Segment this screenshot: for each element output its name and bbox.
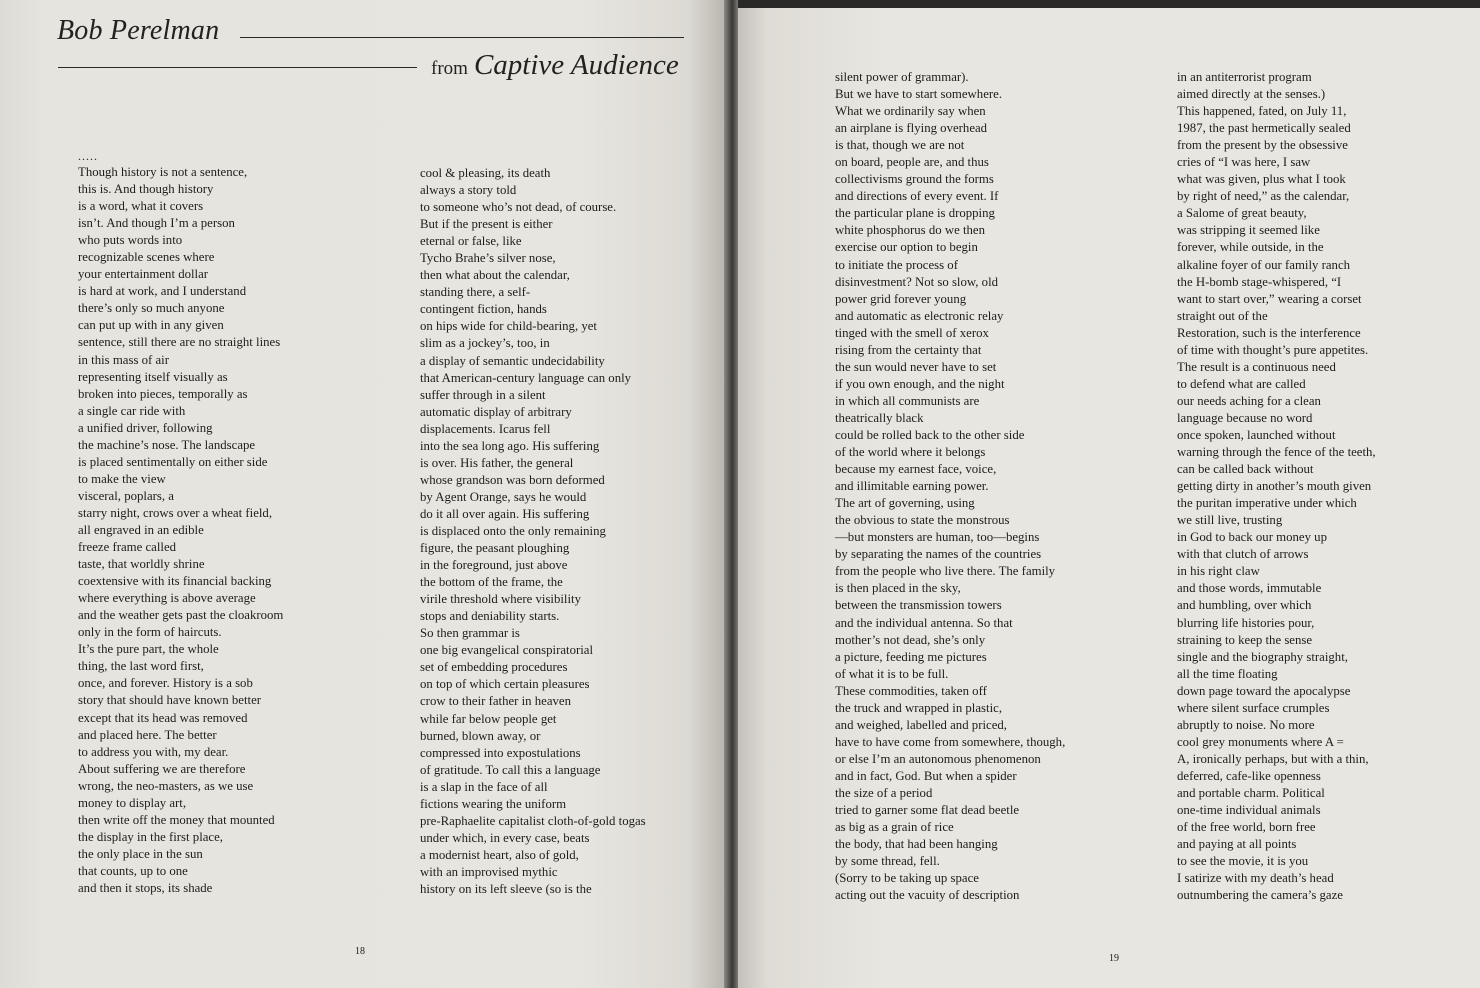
poem-line: taste, that worldly shrine bbox=[78, 557, 205, 572]
poem-line: But if the present is either bbox=[420, 217, 553, 232]
poem-line: rising from the certainty that bbox=[835, 342, 982, 357]
poem-line: between the transmission towers bbox=[835, 598, 1002, 613]
poem-column-3 bbox=[835, 69, 1065, 904]
poem-line: cool grey monuments where A = bbox=[1177, 734, 1344, 749]
poem-line: pre-Raphaelite capitalist cloth-of-gold togas bbox=[420, 813, 646, 828]
poem-line: disinvestment? Not so slow, old bbox=[835, 274, 999, 289]
poem-line: the obvious to state the monstrous bbox=[835, 513, 1010, 528]
page-number-right: 19 bbox=[1109, 953, 1119, 964]
poem-line: and automatic as electronic relay bbox=[835, 308, 1004, 323]
poem-line: thing, the last word first, bbox=[78, 659, 204, 674]
poem-line: by right of need,” as the calendar, bbox=[1177, 189, 1350, 204]
poem-line: is hard at work, and I understand bbox=[78, 284, 247, 299]
poem-line: language because no word bbox=[1177, 410, 1313, 425]
poem-line: only in the form of haircuts. bbox=[78, 625, 222, 640]
poem-line: the bottom of the frame, the bbox=[420, 575, 563, 590]
section-mark: ..... bbox=[78, 149, 98, 163]
poem-line: an airplane is flying overhead bbox=[835, 121, 988, 136]
poem-line: virile threshold where visibility bbox=[420, 592, 581, 607]
poem-line: and the weather gets past the cloakroom bbox=[78, 608, 284, 623]
poem-line: want to start over,” wearing a corset bbox=[1177, 291, 1362, 306]
poem-line: warning through the fence of the teeth, bbox=[1177, 445, 1376, 460]
poem-line: on board, people are, and thus bbox=[835, 155, 989, 170]
poem-line: the puritan imperative under which bbox=[1177, 496, 1357, 511]
poem-line: visceral, poplars, a bbox=[78, 488, 174, 503]
poem-line: in an antiterrorist program bbox=[1177, 70, 1312, 84]
poem-line: all the time floating bbox=[1177, 666, 1278, 681]
poem-line: Restoration, such is the interference bbox=[1177, 325, 1361, 340]
poem-line: This happened, fated, on July 11, bbox=[1177, 104, 1347, 119]
poem-line: of gratitude. To call this a language bbox=[420, 762, 601, 777]
poem-line: So then grammar is bbox=[420, 626, 520, 641]
poem-line: we still live, trusting bbox=[1177, 513, 1283, 528]
poem-line: story that should have known better bbox=[78, 693, 262, 708]
poem-line: blurring life histories pour, bbox=[1177, 615, 1315, 630]
poem-line: starry night, crows over a wheat field, bbox=[78, 505, 273, 520]
poem-line: money to display art, bbox=[78, 795, 187, 810]
poem-column-1 bbox=[78, 164, 283, 897]
poem-line: is that, though we are not bbox=[835, 138, 965, 153]
poem-line: the only place in the sun bbox=[78, 846, 203, 861]
poem-line: (Sorry to be taking up space bbox=[835, 871, 979, 886]
poem-line: 1987, the past hermetically sealed bbox=[1177, 121, 1351, 136]
poem-line: aimed directly at the senses.) bbox=[1177, 87, 1326, 102]
poem-line: to initiate the process of bbox=[835, 257, 958, 272]
poem-line: standing there, a self- bbox=[420, 285, 531, 300]
poem-line: figure, the peasant ploughing bbox=[420, 541, 570, 556]
poem-line: automatic display of arbitrary bbox=[420, 404, 572, 419]
poem-line: is then placed in the sky, bbox=[835, 581, 961, 596]
poem-line: that counts, up to one bbox=[78, 863, 188, 878]
poem-line: sentence, still there are no straight lines bbox=[78, 335, 281, 350]
poem-line: then what about the calendar, bbox=[420, 268, 570, 283]
poem-line: isn’t. And though I’m a person bbox=[78, 216, 235, 231]
poem-line: can be called back without bbox=[1177, 462, 1314, 477]
poem-line: by some thread, fell. bbox=[835, 854, 940, 869]
poem-line: wrong, the neo-masters, as we use bbox=[78, 778, 254, 793]
poem-line: a unified driver, following bbox=[78, 420, 213, 435]
poem-line: where silent surface crumples bbox=[1177, 700, 1330, 715]
poem-line: is displaced onto the only remaining bbox=[420, 523, 606, 538]
title-prefix: from bbox=[431, 58, 468, 79]
poem-line: is a slap in the face of all bbox=[420, 779, 548, 794]
poem-line: representing itself visually as bbox=[78, 369, 228, 384]
poem-line: recognizable scenes where bbox=[78, 250, 215, 265]
title-text: Captive Audience bbox=[473, 49, 679, 81]
poem-line: theatrically black bbox=[835, 410, 924, 425]
author-name: Bob Perelman bbox=[57, 15, 220, 46]
poem-line: straight out of the bbox=[1177, 308, 1268, 323]
poem-line: where everything is above average bbox=[78, 591, 256, 606]
poem-line: with that clutch of arrows bbox=[1177, 547, 1309, 562]
right-page bbox=[738, 8, 1480, 988]
poem-line: Tycho Brahe’s silver nose, bbox=[420, 251, 556, 266]
poem-line: tinged with the smell of xerox bbox=[835, 325, 989, 340]
poem-line: —but monsters are human, too—begins bbox=[835, 530, 1040, 545]
poem-line: this is. And though history bbox=[78, 182, 214, 197]
poem-line: by separating the names of the countries bbox=[835, 547, 1042, 562]
poem-line: and humbling, over which bbox=[1177, 598, 1312, 613]
poem-line: These commodities, taken off bbox=[835, 683, 987, 698]
poem-line: down page toward the apocalypse bbox=[1177, 683, 1351, 698]
poem-line: except that its head was removed bbox=[78, 710, 248, 725]
header-rule-top bbox=[240, 37, 684, 38]
poem-line: with an improvised mythic bbox=[420, 864, 558, 879]
poem-line: broken into pieces, temporally as bbox=[78, 386, 248, 401]
poem-line: cool & pleasing, its death bbox=[420, 166, 551, 180]
poem-line: What we ordinarily say when bbox=[835, 104, 986, 119]
poem-line: eternal or false, like bbox=[420, 234, 522, 249]
poem-column-4 bbox=[1177, 69, 1376, 904]
poem-line: what was given, plus what I took bbox=[1177, 172, 1346, 187]
poem-line: The result is a continuous need bbox=[1177, 359, 1336, 374]
poem-line: that American-century language can only bbox=[420, 370, 632, 385]
poem-line: or else I’m an autonomous phenomenon bbox=[835, 751, 1041, 766]
poem-line: if you own enough, and the night bbox=[835, 376, 1005, 391]
poem-line: in God to back our money up bbox=[1177, 530, 1327, 545]
poem-line: as big as a grain of rice bbox=[835, 820, 954, 835]
poem-line: freeze frame called bbox=[78, 540, 177, 555]
poem-line: one big evangelical conspiratorial bbox=[420, 643, 594, 658]
poem-line: compressed into expostulations bbox=[420, 745, 581, 760]
poem-title bbox=[431, 49, 679, 82]
poem-line: contingent fiction, hands bbox=[420, 302, 547, 317]
poem-line: mother’s not dead, she’s only bbox=[835, 632, 986, 647]
poem-line: a picture, feeding me pictures bbox=[835, 649, 987, 664]
poem-line: straining to keep the sense bbox=[1177, 632, 1313, 647]
poem-line: by Agent Orange, says he would bbox=[420, 489, 587, 504]
poem-line: in this mass of air bbox=[78, 352, 169, 367]
poem-line: to address you with, my dear. bbox=[78, 744, 229, 759]
poem-line: can put up with in any given bbox=[78, 318, 224, 333]
poem-line: one-time individual animals bbox=[1177, 803, 1321, 818]
poem-line: of time with thought’s pure appetites. bbox=[1177, 342, 1369, 357]
poem-line: and then it stops, its shade bbox=[78, 880, 213, 895]
poem-line: the body, that had been hanging bbox=[835, 837, 998, 852]
poem-line: and those words, immutable bbox=[1177, 581, 1322, 596]
poem-line: because my earnest face, voice, bbox=[835, 462, 997, 477]
poem-line: to make the view bbox=[78, 471, 166, 486]
poem-line: and directions of every event. If bbox=[835, 189, 999, 204]
poem-line: history on its left sleeve (so is the bbox=[420, 881, 592, 896]
poem-line: into the sea long ago. His suffering bbox=[420, 438, 600, 453]
poem-line: of what it is to be full. bbox=[835, 666, 949, 681]
poem-line: do it all over again. His suffering bbox=[420, 506, 590, 521]
poem-line: to someone who’s not dead, of course. bbox=[420, 200, 617, 215]
poem-line: alkaline foyer of our family ranch bbox=[1177, 257, 1351, 272]
poem-line: crow to their father in heaven bbox=[420, 694, 572, 709]
poem-line: in the foreground, just above bbox=[420, 558, 568, 573]
poem-line: About suffering we are therefore bbox=[78, 761, 246, 776]
poem-line: a single car ride with bbox=[78, 403, 186, 418]
poem-column-2 bbox=[420, 165, 646, 898]
poem-line: single and the biography straight, bbox=[1177, 649, 1348, 664]
poem-line: suffer through in a silent bbox=[420, 387, 546, 402]
poem-line: burned, blown away, or bbox=[420, 728, 541, 743]
poem-line: the truck and wrapped in plastic, bbox=[835, 700, 1003, 715]
poem-line: under which, in every case, beats bbox=[420, 830, 590, 845]
poem-line: a display of semantic undecidability bbox=[420, 353, 605, 368]
poem-line: abruptly to noise. No more bbox=[1177, 717, 1315, 732]
poem-line: acting out the vacuity of description bbox=[835, 888, 1020, 903]
poem-line: A, ironically perhaps, but with a thin, bbox=[1177, 751, 1369, 766]
poem-line: getting dirty in another’s mouth given bbox=[1177, 479, 1372, 494]
poem-line: from the people who live there. The family bbox=[835, 564, 1056, 579]
poem-line: of the free world, born free bbox=[1177, 820, 1316, 835]
poem-line: was stripping it seemed like bbox=[1177, 223, 1320, 238]
poem-line: a modernist heart, also of gold, bbox=[420, 847, 579, 862]
poem-line: set of embedding procedures bbox=[420, 660, 568, 675]
poem-line: and placed here. The better bbox=[78, 727, 217, 742]
poem-line: and the individual antenna. So that bbox=[835, 615, 1013, 630]
poem-line: white phosphorus do we then bbox=[835, 223, 985, 238]
poem-line: displacements. Icarus fell bbox=[420, 421, 551, 436]
left-page bbox=[0, 0, 724, 988]
poem-line: outnumbering the camera’s gaze bbox=[1177, 888, 1343, 903]
poem-line: your entertainment dollar bbox=[78, 267, 209, 282]
poem-line: is a word, what it covers bbox=[78, 199, 204, 214]
poem-line: fictions wearing the uniform bbox=[420, 796, 567, 811]
poem-line: the particular plane is dropping bbox=[835, 206, 995, 221]
poem-line: silent power of grammar). bbox=[835, 70, 969, 84]
poem-line: and illimitable earning power. bbox=[835, 479, 989, 494]
header-rule-bottom bbox=[58, 67, 417, 68]
poem-line: cries of “I was here, I saw bbox=[1177, 155, 1311, 170]
poem-line: could be rolled back to the other side bbox=[835, 427, 1025, 442]
poem-line: is over. His father, the general bbox=[420, 455, 574, 470]
poem-line: and paying at all points bbox=[1177, 837, 1297, 852]
poem-line: to defend what are called bbox=[1177, 376, 1306, 391]
poem-line: on hips wide for child-bearing, yet bbox=[420, 319, 597, 334]
poem-line: tried to garner some flat dead beetle bbox=[835, 803, 1020, 818]
poem-line: The art of governing, using bbox=[835, 496, 975, 511]
poem-line: exercise our option to begin bbox=[835, 240, 978, 255]
poem-line: all engraved in an edible bbox=[78, 522, 204, 537]
poem-line: once, and forever. History is a sob bbox=[78, 676, 253, 691]
poem-line: the display in the first place, bbox=[78, 829, 223, 844]
poem-line: the machine’s nose. The landscape bbox=[78, 437, 256, 452]
poem-line: the size of a period bbox=[835, 785, 933, 800]
page-number-left: 18 bbox=[355, 946, 365, 957]
poem-line: while far below people get bbox=[420, 711, 557, 726]
poem-line: have to have come from somewhere, though, bbox=[835, 734, 1066, 749]
poem-line: there’s only so much anyone bbox=[78, 301, 225, 316]
poem-line: the sun would never have to set bbox=[835, 359, 997, 374]
book-gutter bbox=[724, 0, 738, 988]
poem-line: and weighed, labelled and priced, bbox=[835, 717, 1007, 732]
poem-line: forever, while outside, in the bbox=[1177, 240, 1324, 255]
poem-line: and portable charm. Political bbox=[1177, 785, 1325, 800]
poem-line: coextensive with its financial backing bbox=[78, 574, 272, 589]
poem-line: slim as a jockey’s, too, in bbox=[420, 336, 550, 351]
poem-line: of the world where it belongs bbox=[835, 445, 986, 460]
poem-line: is placed sentimentally on either side bbox=[78, 454, 268, 469]
poem-line: to see the movie, it is you bbox=[1177, 854, 1309, 869]
poem-line: power grid forever young bbox=[835, 291, 967, 306]
poem-line: collectivisms ground the forms bbox=[835, 172, 994, 187]
poem-line: from the present by the obsessive bbox=[1177, 138, 1348, 153]
poem-line: But we have to start somewhere. bbox=[835, 87, 1003, 102]
poem-line: Though history is not a sentence, bbox=[78, 165, 248, 179]
poem-line: our needs aching for a clean bbox=[1177, 393, 1321, 408]
poem-line: a Salome of great beauty, bbox=[1177, 206, 1307, 221]
poem-line: always a story told bbox=[420, 183, 517, 198]
poem-line: who puts words into bbox=[78, 233, 183, 248]
poem-line: then write off the money that mounted bbox=[78, 812, 275, 827]
poem-line: stops and deniability starts. bbox=[420, 609, 560, 624]
poem-line: once spoken, launched without bbox=[1177, 427, 1336, 442]
poem-line: whose grandson was born deformed bbox=[420, 472, 605, 487]
poem-line: I satirize with my death’s head bbox=[1177, 871, 1334, 886]
poem-line: deferred, cafe-like openness bbox=[1177, 768, 1321, 783]
poem-line: on top of which certain pleasures bbox=[420, 677, 590, 692]
poem-line: and in fact, God. But when a spider bbox=[835, 768, 1017, 783]
poem-line: in his right claw bbox=[1177, 564, 1260, 579]
poem-line: It’s the pure part, the whole bbox=[78, 642, 219, 657]
poem-line: in which all communists are bbox=[835, 393, 980, 408]
poem-line: the H-bomb stage-whispered, “I bbox=[1177, 274, 1342, 289]
